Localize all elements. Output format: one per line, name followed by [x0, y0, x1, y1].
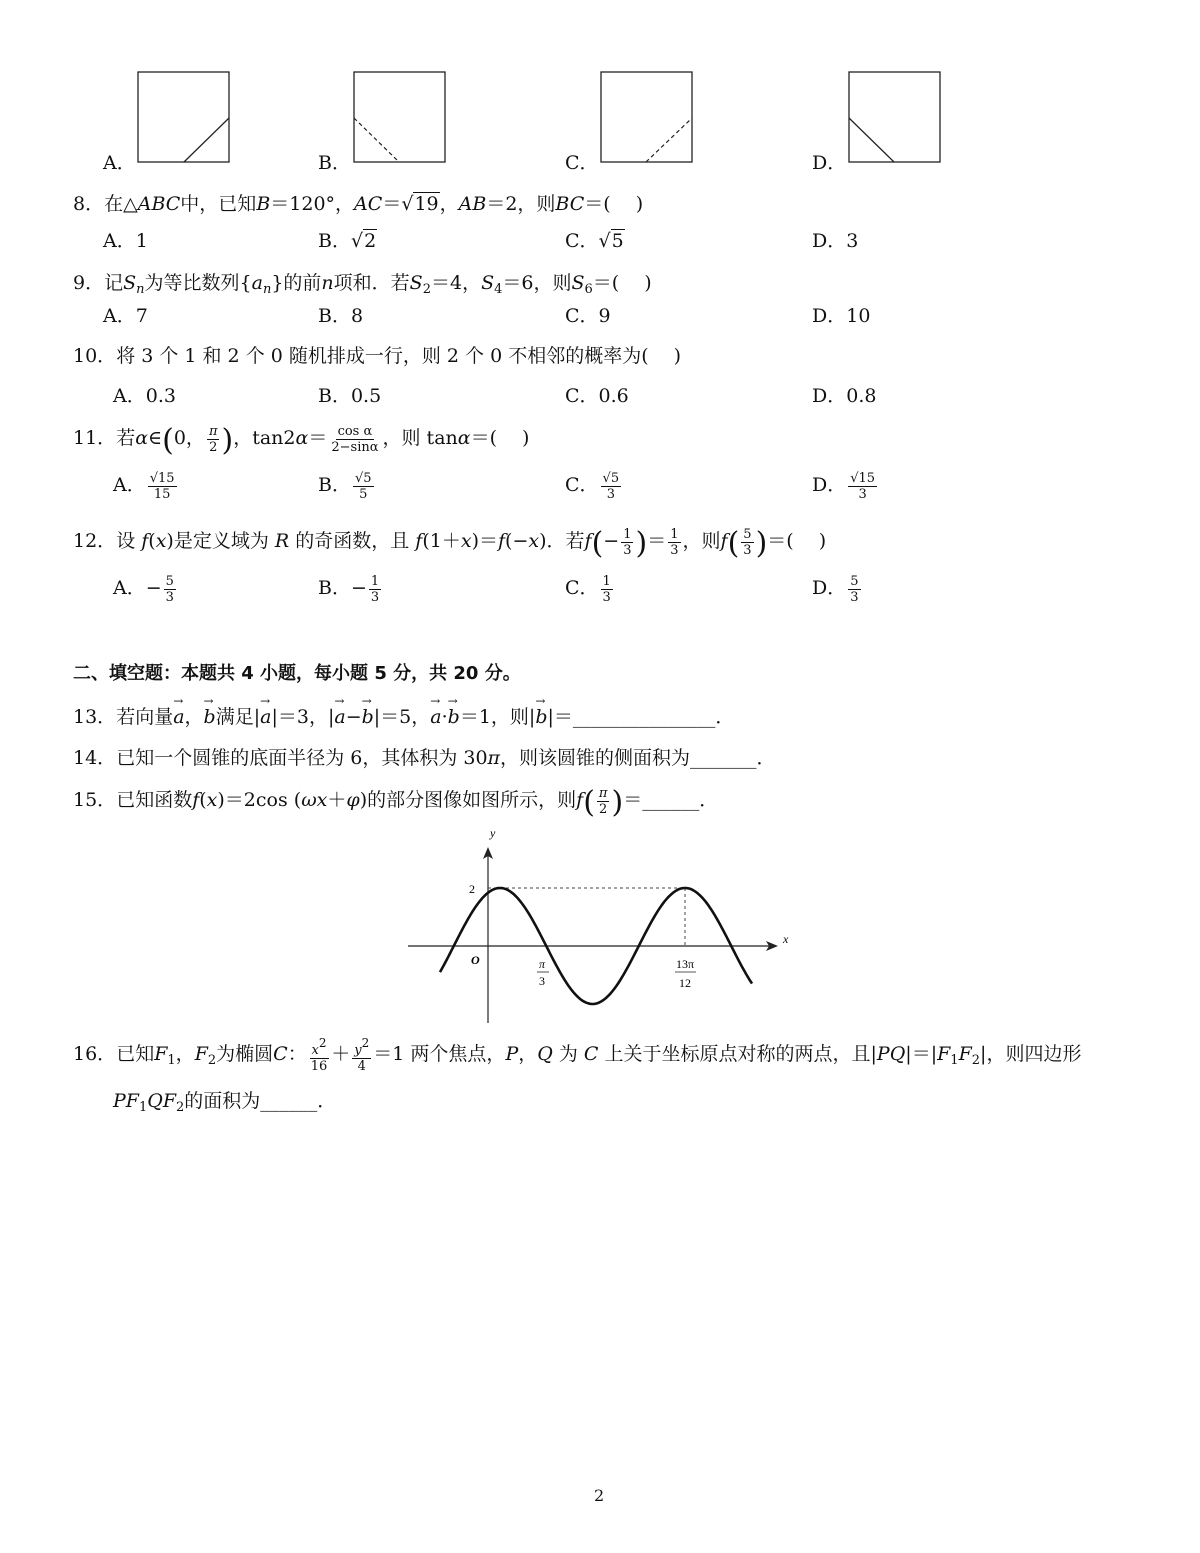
sign: −	[350, 577, 367, 599]
math-var: x	[460, 530, 472, 552]
denominator: 2	[209, 439, 218, 455]
text: )．若	[539, 530, 585, 552]
text: 已知函数	[116, 789, 193, 811]
subscript: 1	[950, 1053, 959, 1068]
q11-option-d	[812, 470, 879, 502]
paren: (	[591, 526, 604, 561]
question-number: 10．	[73, 345, 117, 367]
paren: (	[727, 526, 740, 561]
question-number: 8．	[73, 193, 105, 215]
q10-option-c	[565, 381, 629, 408]
q12-option-c	[565, 573, 615, 605]
q12-option-a	[113, 573, 178, 605]
text: 满足|	[215, 706, 261, 728]
section-heading: 二、填空题：本题共 4 小题，每小题 5 分，共 20 分。	[73, 663, 521, 684]
q9-stem	[73, 268, 652, 297]
text: ，tan2	[233, 427, 296, 449]
answer-blank: ，则该圆锥的侧面积为_______．	[500, 747, 776, 769]
numerator: π	[598, 785, 608, 801]
text: ＝1 两个焦点，	[373, 1043, 506, 1065]
math-var: F	[937, 1043, 951, 1065]
question-number: 15．	[73, 789, 117, 811]
q14-stem	[73, 743, 776, 770]
math-var: f	[141, 530, 149, 552]
q15-stem	[73, 780, 718, 820]
option-label: A．	[113, 577, 146, 599]
subscript: 2	[176, 1100, 185, 1115]
q7-option-a-figure	[137, 71, 231, 164]
option-value: 9	[598, 305, 611, 327]
fraction	[741, 527, 753, 558]
fraction	[601, 471, 622, 502]
option-value: 0.3	[145, 385, 176, 407]
text: −	[345, 706, 362, 728]
subscript: n	[136, 282, 145, 297]
q10-option-a	[113, 381, 176, 408]
numerator	[310, 1036, 329, 1059]
math-var: F	[194, 1043, 208, 1065]
denominator: 3	[623, 542, 632, 558]
option-label: A．	[103, 305, 136, 327]
math-var: AC	[354, 193, 383, 215]
denominator: 3	[602, 589, 611, 605]
text: ＝	[308, 427, 328, 449]
page-number: 2	[594, 1486, 605, 1505]
math-var: R	[274, 530, 290, 552]
text: ＋	[327, 789, 347, 811]
text: ＝( )	[470, 427, 530, 449]
text: ，	[518, 1043, 538, 1065]
text: )的部分图像如图所示，则	[359, 789, 577, 811]
math-var: x	[206, 789, 218, 811]
denominator: 3	[670, 542, 679, 558]
option-value: 1	[135, 230, 148, 252]
text: 上关于坐标原点对称的两点，且|	[598, 1043, 877, 1065]
paren: )	[635, 526, 648, 561]
math-var: F	[154, 1043, 168, 1065]
q13-stem	[73, 702, 734, 729]
math-var: ωx	[301, 789, 328, 811]
fraction	[309, 1036, 330, 1074]
math-var: n	[321, 272, 334, 294]
x-tick1-num: π	[539, 957, 546, 971]
fraction	[601, 574, 613, 605]
question-number: 12．	[73, 530, 117, 552]
math-var: f	[576, 789, 584, 811]
math-var: B	[256, 193, 271, 215]
q8-option-a	[103, 226, 148, 253]
x-tick1-den: 3	[539, 974, 545, 988]
option-label: D．	[812, 577, 847, 599]
q8-option-d	[812, 226, 858, 253]
option-label: B．	[318, 474, 351, 496]
math-var: x	[528, 530, 540, 552]
text: ＝( )	[592, 272, 652, 294]
denominator: 15	[153, 486, 171, 502]
paren: )	[755, 526, 768, 561]
text: |，则四边形	[980, 1043, 1082, 1065]
text: (1＋	[422, 530, 461, 552]
math-var: ABC	[137, 193, 181, 215]
fraction	[353, 471, 374, 502]
text: 的奇函数，且	[289, 530, 416, 552]
text: )＝2cos (	[217, 789, 302, 811]
numerator: √5	[354, 470, 372, 486]
numerator: √15	[850, 470, 876, 486]
math-var: QF	[147, 1090, 177, 1112]
q11-option-b	[318, 470, 376, 502]
text: ＋	[331, 1043, 351, 1065]
text: 记	[104, 272, 124, 294]
option-label: D．	[812, 385, 847, 407]
fraction	[668, 527, 680, 558]
fraction	[329, 424, 380, 455]
math-var: φ	[346, 789, 360, 811]
math-var: α	[135, 427, 149, 449]
paren: (	[583, 785, 595, 820]
q10-stem	[73, 341, 681, 368]
text: ，	[184, 706, 204, 728]
numerator: 5	[850, 573, 859, 589]
math-var: BC	[555, 193, 585, 215]
math-var: f	[584, 530, 592, 552]
option-value: 0.5	[350, 385, 382, 407]
text: 项和．若	[333, 272, 410, 294]
option-value: 0.8	[846, 385, 877, 407]
sqrt-sign: √	[350, 230, 364, 252]
text: (	[199, 789, 207, 811]
text: ＝120°，	[270, 193, 355, 215]
q12-option-b	[318, 573, 383, 605]
superscript: 2	[361, 1036, 370, 1050]
math-var: PQ	[876, 1043, 906, 1065]
fraction	[848, 471, 877, 502]
question-number: 11．	[73, 427, 117, 449]
math-var: C	[273, 1043, 288, 1065]
option-label: B．	[318, 385, 351, 407]
numerator: 1	[670, 526, 679, 542]
text: )是定义域为	[166, 530, 275, 552]
q11-option-c	[565, 470, 623, 502]
vector: → a	[334, 706, 345, 728]
y-tick-label: 2	[469, 882, 475, 896]
text: 中，已知	[180, 193, 257, 215]
q7-option-d-label: D．	[812, 152, 847, 174]
numerator: 1	[602, 573, 611, 589]
numerator	[352, 1036, 371, 1059]
subscript: n	[262, 282, 272, 297]
text: ，则 tan	[382, 427, 458, 449]
q16-stem	[73, 1034, 1081, 1081]
option-label: B．	[318, 577, 351, 599]
radicand: 19	[414, 193, 439, 215]
vector: → a	[260, 706, 271, 728]
sign: −	[145, 577, 162, 599]
option-label: A．	[103, 230, 136, 252]
numerator: 1	[370, 573, 380, 589]
denominator: 2	[599, 801, 608, 817]
option-label: B．	[318, 305, 351, 327]
subscript: 4	[494, 282, 503, 297]
q12-stem	[73, 521, 826, 561]
fraction	[621, 527, 633, 558]
answer-blank: |＝_______________．	[547, 706, 735, 728]
text: 已知一个圆锥的底面半径为 6，其体积为 30	[116, 747, 488, 769]
denominator: 2−sinα	[331, 439, 379, 455]
option-label: B．	[318, 230, 351, 252]
text: ：	[287, 1043, 307, 1065]
math-var: f	[497, 530, 506, 552]
numerator: 1	[623, 526, 632, 542]
origin-label: O	[471, 953, 480, 967]
fraction	[369, 574, 381, 605]
subscript: 6	[584, 282, 593, 297]
math-var: S	[481, 272, 495, 294]
vector: → a	[430, 706, 441, 728]
math-var: S	[409, 272, 423, 294]
option-label: D．	[812, 474, 847, 496]
math-var: F	[958, 1043, 972, 1065]
math-var: f	[720, 530, 728, 552]
numerator: √5	[602, 470, 620, 486]
sqrt-sign: √	[401, 193, 414, 215]
paren: )	[221, 423, 234, 458]
denominator: 3	[370, 589, 380, 605]
q12-option-d	[812, 573, 863, 605]
option-label: D．	[812, 230, 847, 252]
q10-option-b	[318, 381, 381, 408]
option-value: 5	[611, 230, 624, 252]
text: ·	[441, 706, 448, 728]
math-var: P	[505, 1043, 519, 1065]
vector: → b	[448, 706, 460, 728]
question-number: 16．	[73, 1043, 117, 1065]
option-label: D．	[812, 305, 847, 327]
subscript: 1	[167, 1053, 176, 1068]
q7-option-b-label: B．	[318, 152, 351, 174]
text: }的前	[271, 272, 322, 294]
text: ＝( )	[767, 530, 827, 552]
math-var: α	[457, 427, 471, 449]
option-value: 7	[135, 305, 148, 327]
denominator: 16	[310, 1059, 328, 1074]
q8-option-b	[318, 226, 377, 253]
paren: )	[611, 785, 624, 820]
numerator: 5	[165, 573, 174, 589]
text: ，	[439, 193, 459, 215]
option-label: C．	[565, 305, 599, 327]
text: ，则	[682, 530, 721, 552]
math-var: Q	[537, 1043, 553, 1065]
math-var: PF	[113, 1090, 139, 1112]
fraction	[207, 424, 220, 455]
q7-option-c-figure	[600, 71, 694, 164]
subscript: 1	[138, 1100, 148, 1115]
question-number: 13．	[73, 706, 117, 728]
text: (	[148, 530, 156, 552]
denominator: 3	[165, 589, 174, 605]
math-var: π	[487, 747, 501, 769]
text: 若	[116, 427, 136, 449]
text: )＝	[471, 530, 498, 552]
fraction	[352, 1036, 371, 1074]
text: |＝5，	[373, 706, 431, 728]
text: 设	[116, 530, 142, 552]
option-label: C．	[565, 230, 599, 252]
y-axis-label: y	[490, 826, 496, 840]
text: 为	[552, 1043, 584, 1065]
q9-option-d	[812, 301, 870, 328]
q15-graph	[400, 825, 800, 1025]
option-label: C．	[565, 474, 599, 496]
option-value: 10	[846, 305, 871, 327]
paren: (	[162, 423, 174, 458]
answer-blank: 的面积为______．	[184, 1090, 337, 1112]
q7-option-c-label: C．	[565, 152, 599, 174]
text: |＝|	[905, 1043, 938, 1065]
text: 为椭圆	[216, 1043, 274, 1065]
text: 将 3 个 1 和 2 个 0 随机排成一行，则 2 个 0 不相邻的概率为( )	[116, 345, 682, 367]
text: 为等比数列{	[144, 272, 252, 294]
text: ＝	[382, 193, 402, 215]
numerator: cos α	[337, 423, 373, 439]
math-var: y	[354, 1043, 362, 1058]
q11-stem	[73, 418, 529, 458]
math-var: a	[251, 272, 263, 294]
math-var: x	[155, 530, 167, 552]
option-label: C．	[565, 577, 599, 599]
numerator: 5	[743, 526, 752, 542]
numerator: π	[208, 423, 218, 439]
fraction	[164, 574, 176, 605]
q10-option-d	[812, 381, 876, 408]
vector: → b	[204, 706, 216, 728]
text: 0，	[173, 427, 205, 449]
text: −	[603, 530, 620, 552]
math-var: f	[415, 530, 423, 552]
text: ＝( )	[584, 193, 644, 215]
subscript: 2	[971, 1053, 981, 1068]
math-var: C	[583, 1043, 599, 1065]
vector: → a	[173, 706, 184, 728]
text: ，	[175, 1043, 195, 1065]
numerator: √15	[149, 470, 175, 486]
q9-option-a	[103, 301, 148, 328]
q8-stem	[73, 189, 643, 216]
option-value: 0.6	[598, 385, 629, 407]
text: |＝3，|	[271, 706, 335, 728]
q7-option-b-figure	[353, 71, 447, 164]
text: 已知	[116, 1043, 155, 1065]
option-value: 8	[350, 305, 364, 327]
text: ＝1，则|	[459, 706, 536, 728]
q7-option-a-label: A．	[103, 152, 136, 174]
subscript: 2	[207, 1053, 217, 1068]
text: (−	[505, 530, 529, 552]
math-var: AB	[458, 193, 487, 215]
q9-option-c	[565, 301, 611, 328]
q11-option-a	[113, 470, 179, 502]
q9-option-b	[318, 301, 363, 328]
superscript: 2	[318, 1036, 327, 1050]
denominator: 4	[357, 1059, 366, 1074]
text: ＝6，则	[502, 272, 572, 294]
option-value: 3	[846, 230, 859, 252]
x-tick2-den: 12	[679, 976, 691, 990]
question-number: 9．	[73, 272, 105, 294]
fraction	[148, 471, 177, 502]
denominator: 3	[606, 486, 615, 502]
math-var: S	[123, 272, 137, 294]
text: ＝4，	[430, 272, 482, 294]
text: ∈	[148, 427, 163, 449]
text: ＝2，则	[486, 193, 556, 215]
subscript: 2	[422, 282, 431, 297]
vector: → b	[535, 706, 547, 728]
fraction	[848, 574, 860, 605]
math-var: S	[571, 272, 585, 294]
denominator: 3	[858, 486, 867, 502]
sqrt-sign: √	[598, 230, 611, 252]
math-var: f	[192, 789, 200, 811]
q8-option-c	[565, 226, 625, 253]
text: 在△	[104, 193, 138, 215]
denominator: 5	[359, 486, 368, 502]
text: ＝	[647, 530, 667, 552]
x-tick2-num: 13π	[676, 957, 695, 971]
fraction	[597, 786, 610, 817]
text: 若向量	[116, 706, 174, 728]
vector: → b	[362, 706, 374, 728]
option-value: 2	[364, 230, 377, 252]
math-var: α	[295, 427, 309, 449]
q7-option-d-figure	[848, 71, 942, 164]
question-number: 14．	[73, 747, 117, 769]
x-axis-label: x	[783, 932, 789, 946]
math-var: x	[311, 1043, 319, 1058]
option-label: C．	[565, 385, 599, 407]
denominator: 3	[743, 542, 752, 558]
denominator: 3	[850, 589, 859, 605]
answer-blank: ＝______．	[623, 789, 719, 811]
option-label: A．	[113, 474, 146, 496]
option-label: A．	[113, 385, 146, 407]
q16-stem-line2	[113, 1086, 336, 1115]
